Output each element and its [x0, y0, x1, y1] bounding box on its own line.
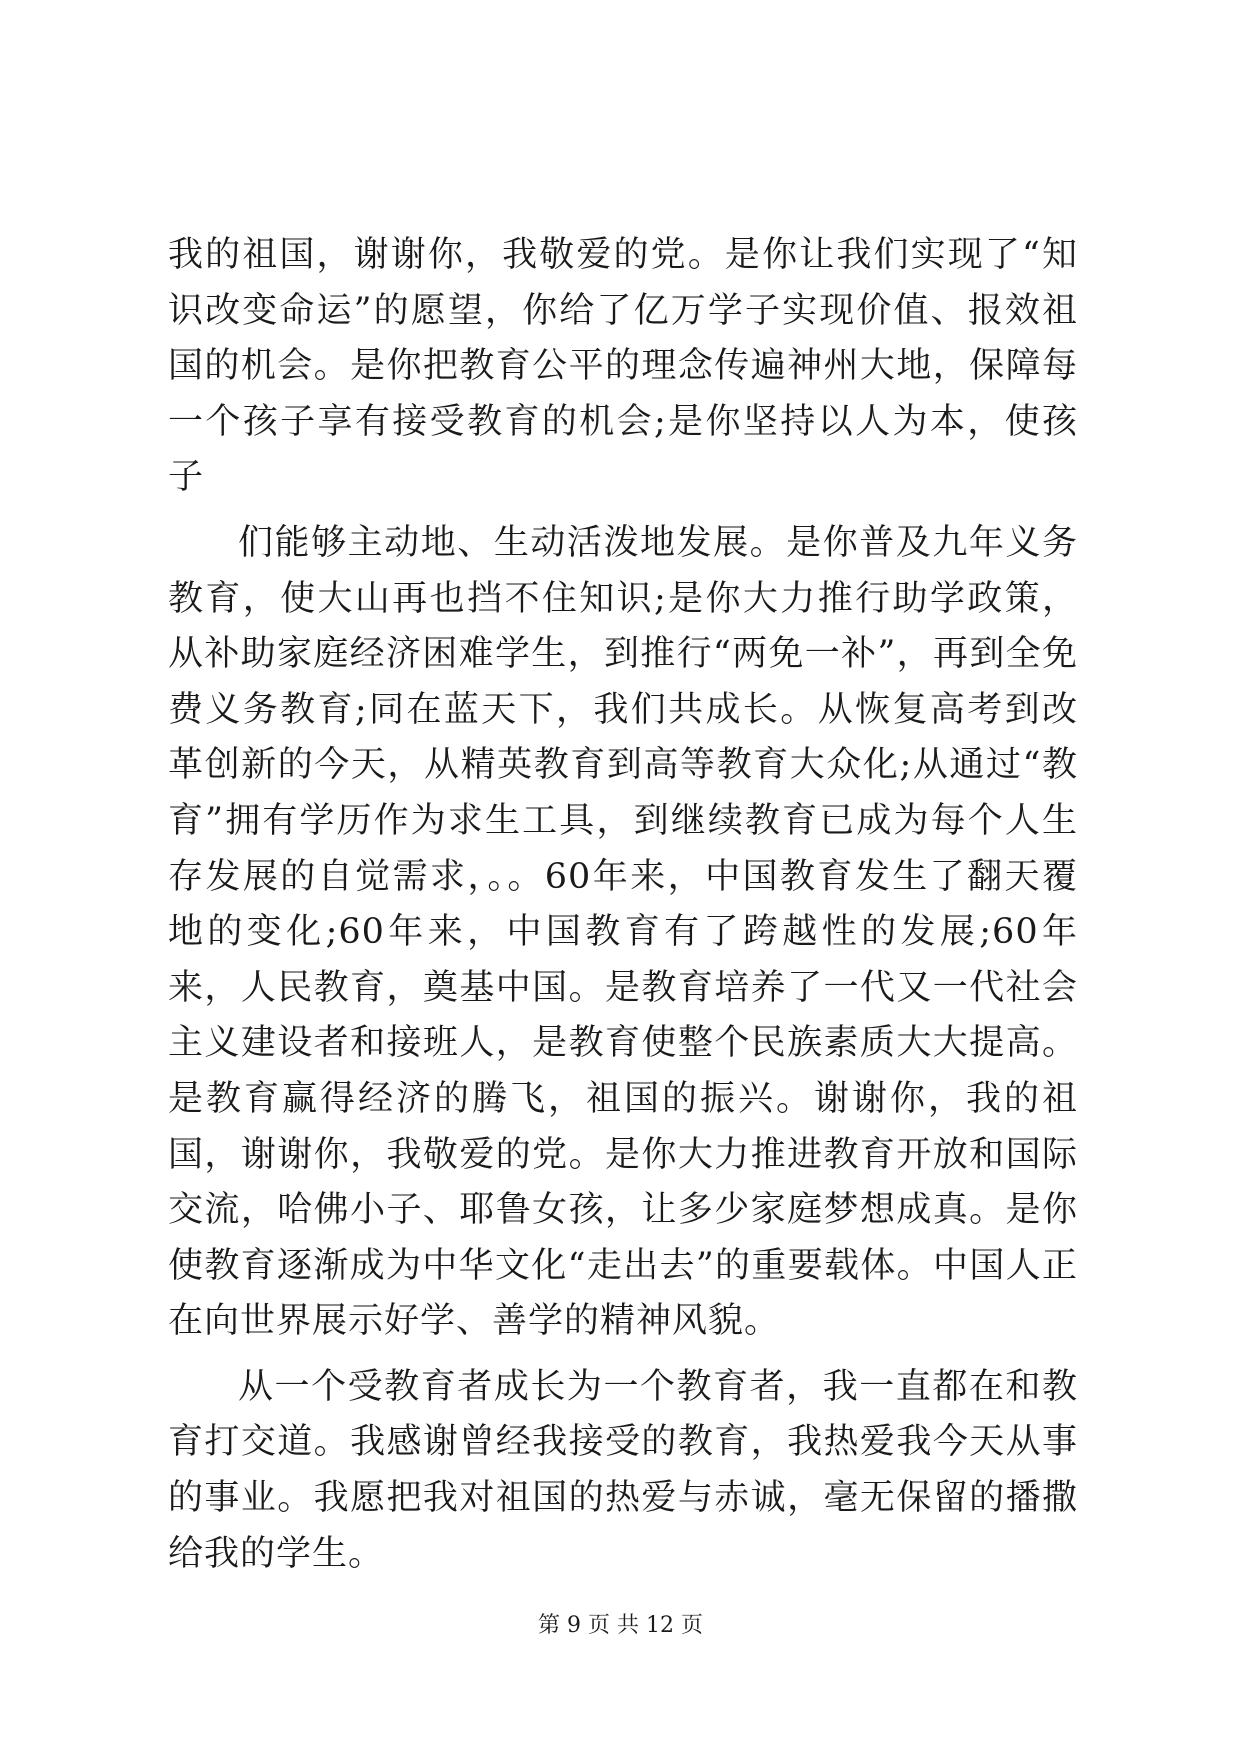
paragraph-2: 们能够主动地、生动活泼地发展。是你普及九年义务教育，使大山再也挡不住知识;是你大力推行助学政策，从补助家庭经济困难学生，到推行“两免一补”，再到全免费义务教育;同在蓝天下，我们共成长。从恢复高考到改革创新的今天，从精英教育到高等教育大众化;从通过“教育”拥有学历作为求生工具，到继续教育已成为每个人生存发展的自觉需求，。。60年来，中国教育发生了翻天覆地的变化;60年来，中国教育有了跨越性的发展;60年来，人民教育，奠基中国。是教育培养了一代又一代社会主义建设者和接班人，是教育使整个民族素质大大提高。是教育赢得经济的腾飞，祖国的振兴。谢谢你，我的祖国，谢谢你，我敬爱的党。是你大力推进教育开放和国际交流，哈佛小子、耶鲁女孩，让多少家庭梦想成真。是你使教育逐渐成为中华文化“走出去”的重要载体。中国人正在向世界展示好学、善学的精神风貌。	[168, 522, 1078, 1342]
paragraph-3: 从一个受教育者成长为一个教育者，我一直都在和教育打交道。我感谢曾经我接受的教育，我热爱我今天从事的事业。我愿把我对祖国的热爱与赤诚，毫无保留的播撒给我的学生。	[168, 1366, 1078, 1574]
paragraph-1: 我的祖国，谢谢你，我敬爱的党。是你让我们实现了“知识改变命运”的愿望，你给了亿万学子实现价值、报效祖国的机会。是你把教育公平的理念传遍神州大地，保障每一个孩子享有接受教育的机会;是你坚持以人为本，使孩子	[168, 235, 1078, 498]
body-text	[168, 228, 1078, 1582]
page-number-footer: 第 9 页 共 12 页	[538, 1613, 703, 1638]
